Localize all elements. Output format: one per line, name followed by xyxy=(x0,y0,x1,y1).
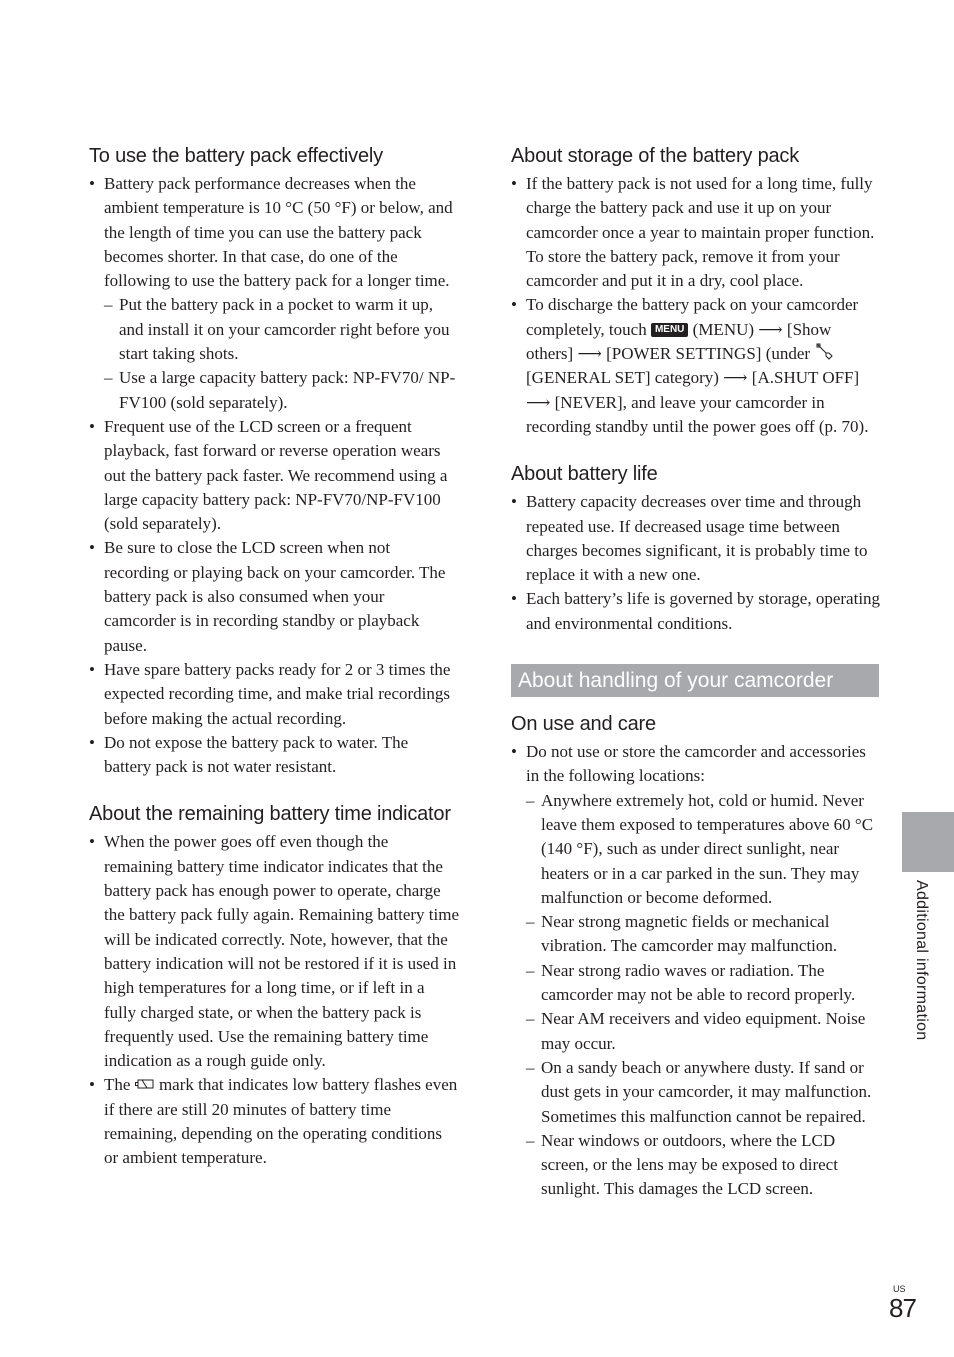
sub-item: – Near AM receivers and video equipment. Noise may occur. xyxy=(526,1007,881,1056)
list-item xyxy=(89,172,459,415)
item-text: To discharge the battery pack on your camcorder completely, touch xyxy=(526,295,859,339)
heading-battery-effective: To use the battery pack effectively xyxy=(89,145,383,167)
item-text: [NEVER], and leave your camcorder in recording standby until the power goes off (p. 70). xyxy=(526,392,869,436)
item-text: mark that indicates low battery flashes even if there are still 20 minutes of battery time remaining, depending on the operating conditions or ambient temperature. xyxy=(104,1075,458,1168)
list-item xyxy=(511,740,881,1202)
item-text: [GENERAL SET] category) xyxy=(526,368,719,388)
list-item xyxy=(89,1073,459,1170)
item-text: [A.SHUT OFF] xyxy=(751,368,860,388)
arrow-icon: ⟶ xyxy=(723,368,748,388)
item-text: The xyxy=(104,1075,131,1095)
sub-list xyxy=(526,789,881,1202)
sub-item: – On a sandy beach or anywhere dusty. If sand or dust gets in your camcorder, it may malfunction. Sometimes this malfunction cannot be repaired. xyxy=(526,1056,881,1129)
list-item: • Do not expose the battery pack to water. The battery pack is not water resistant. xyxy=(89,731,459,780)
wrench-icon xyxy=(814,342,834,360)
item-text: (MENU) xyxy=(692,319,755,339)
sub-item: – Anywhere extremely hot, cold or humid. Never leave them exposed to temperatures above 60 °C (140 °F), such as under direct sunlight, near heaters or in a car parked in the sun. They may malfunction or become deformed. xyxy=(526,789,881,910)
battery-life-list xyxy=(511,490,881,636)
sub-item: – Use a large capacity battery pack: NP-FV70/ NP-FV100 (sold separately). xyxy=(104,366,459,415)
heading-storage: About storage of the battery pack xyxy=(511,145,800,167)
side-tab-label: Additional information xyxy=(913,880,930,1041)
sub-item: – Put the battery pack in a pocket to warm it up, and install it on your camcorder right before you start taking shots. xyxy=(104,293,459,366)
battery-effective-list xyxy=(89,172,459,779)
item-text: [POWER SETTINGS] (under xyxy=(606,344,811,364)
sub-item: – Near windows or outdoors, where the LCD screen, or the lens may be exposed to direct sunlight. This damages the LCD screen. xyxy=(526,1129,881,1202)
list-item: • If the battery pack is not used for a long time, fully charge the battery pack and use it up on your camcorder once a year to maintain proper function. To store the battery pack, remove it from your camcorder and put it in a dry, cool place. xyxy=(511,172,881,293)
left-column xyxy=(89,143,459,1171)
item-text: [Show others] xyxy=(526,319,832,364)
item-text: Battery pack performance decreases when the ambient temperature is 10 °C (50 °F) or below, and the length of time you can use the battery pack becomes shorter. In that case, do one of the following to use the battery pack for a longer time. xyxy=(104,174,453,291)
sub-item: – Near strong radio waves or radiation. The camcorder may not be able to record properly. xyxy=(526,959,881,1008)
remaining-indicator-list xyxy=(89,830,459,1170)
list-item xyxy=(511,293,881,439)
arrow-icon: ⟶ xyxy=(577,344,602,364)
item-text: Do not use or store the camcorder and accessories in the following locations: xyxy=(526,742,866,786)
section-title-bar: About handling of your camcorder xyxy=(511,664,879,697)
list-item: • Frequent use of the LCD screen or a frequent playback, fast forward or reverse operation wears out the battery pack faster. We recommend using a large capacity battery pack: NP-FV70/NP-FV100 (sold separately). xyxy=(89,415,459,536)
sub-item: – Near strong magnetic fields or mechanical vibration. The camcorder may malfunction. xyxy=(526,910,881,959)
list-item: • Battery capacity decreases over time and through repeated use. If decreased usage time between charges becomes significant, it is probably time to replace it with a new one. xyxy=(511,490,881,587)
menu-icon: MENU xyxy=(651,323,688,337)
heading-remaining-indicator: About the remaining battery time indicator xyxy=(89,803,451,826)
list-item: • Have spare battery packs ready for 2 or 3 times the expected recording time, and make trial recordings before making the actual recording. xyxy=(89,658,459,731)
side-tab xyxy=(902,812,954,872)
list-item: • Each battery’s life is governed by storage, operating and environmental conditions. xyxy=(511,587,881,636)
heading-use-care: On use and care xyxy=(511,713,656,736)
list-item: • Be sure to close the LCD screen when not recording or playing back on your camcorder. The battery pack is also consumed when your camcorder is in recording standby or playback pause. xyxy=(89,536,459,657)
page-region: US xyxy=(893,1284,906,1294)
list-item: • When the power goes off even though the remaining battery time indicator indicates that the battery pack has enough power to operate, charge the battery pack fully again. Remaining battery time will be indicated correctly. Note, however, that the battery indication will not be restored if it is used in high temperatures for a long time, or if left in a fully charged state, or when the battery pack is frequently used. Use the remaining battery time indication as a rough guide only. xyxy=(89,830,459,1073)
heading-battery-life: About battery life xyxy=(511,463,658,486)
sub-list xyxy=(104,293,459,414)
right-column xyxy=(511,143,881,1202)
use-care-list xyxy=(511,740,881,1202)
arrow-icon: ⟶ xyxy=(526,392,551,412)
storage-list xyxy=(511,172,881,439)
page-number: 87 xyxy=(889,1293,916,1323)
arrow-icon: ⟶ xyxy=(758,319,783,339)
low-battery-icon xyxy=(135,1078,155,1090)
